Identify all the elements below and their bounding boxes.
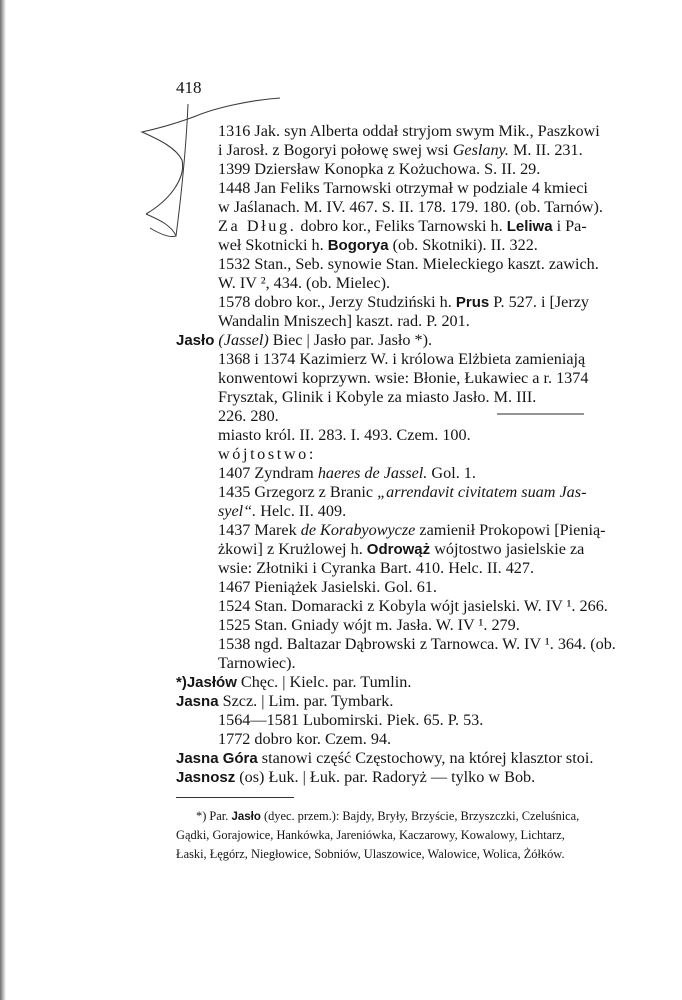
text-run: stanowi część Częstochowy, na której klasztor stoi.: [257, 749, 594, 767]
italic-term: de Korabyowycze: [300, 521, 416, 539]
text-run: Szcz. | Lim. par. Tymbark.: [218, 692, 394, 710]
italic-term: syel“.: [218, 502, 257, 520]
bold-term: Prus: [455, 294, 490, 311]
page-number: 418: [176, 78, 202, 97]
entry-line: [218, 407, 279, 425]
text-run: dobro kor., Feliks Tarnowski h.: [296, 217, 507, 235]
text-run: w Jaślanach. M. IV. 467. S. II. 178. 179. 180. (ob. Tarnów).: [218, 198, 603, 216]
pencil-stroke: [176, 104, 188, 236]
text-run: Tarnowiec).: [218, 654, 296, 672]
text-run: 1399 Dziersław Konopka z Kożuchowa. S. II. 29.: [218, 160, 541, 178]
entry-line: [218, 464, 476, 482]
italic-term: „arrendavit civitatem suam Jas-: [377, 483, 587, 501]
pencil-stroke-tail: [146, 214, 176, 237]
text-run: 1532 Stan., Seb. synowie Stan. Mieleckiego kaszt. zawich.: [218, 255, 599, 273]
entry-line: [176, 768, 535, 787]
text-run: 1316 Jak. syn Alberta oddał stryjom swym Mik., Paszkowi: [218, 122, 600, 140]
text-run: konwentowi koprzywn. wsie: Błonie, Łukawiec a r. 1374: [218, 369, 589, 387]
footnote-line: [176, 846, 565, 862]
bold-term: *)Jasłów: [176, 674, 237, 691]
entry-line: [218, 255, 599, 273]
entry-line: [218, 274, 390, 292]
text-run: M. II. 231.: [508, 141, 583, 159]
text-run: *) Par.: [196, 809, 232, 823]
text-run: 1524 Stan. Domaracki z Kobyla wójt jasielski. W. IV ¹. 266.: [218, 597, 608, 615]
entry-line: [218, 711, 483, 729]
text-run: Wandalin Mniszech] kaszt. rad. P. 201.: [218, 312, 470, 330]
entry-line: [218, 122, 600, 140]
bold-term: Bogorya: [327, 237, 389, 254]
text-run: Helc. II. 409.: [256, 502, 347, 520]
text-run: 1564—1581 Lubomirski. Piek. 65. P. 53.: [218, 711, 484, 729]
entry-line: [218, 559, 534, 577]
entry-line: [218, 635, 616, 653]
entry-line: [176, 749, 593, 768]
text-run: Frysztak, Glinik i Kobyle za miasto Jasło. M. III.: [218, 388, 537, 406]
text-run: Gądki, Gorajowice, Hankówka, Jareniówka, Kaczarowy, Kowalowy, Lichtarz,: [176, 828, 565, 842]
footnote-rule: [176, 797, 294, 798]
text-run: (dyec. przem.): Bajdy, Bryły, Brzyście, Brzyszczki, Czeluśnica,: [260, 809, 580, 823]
text-run: P. 527. i [Jerzy: [489, 293, 590, 311]
italic-term: (Jassel): [218, 331, 269, 349]
entry-line: [218, 236, 538, 255]
bold-term: Jasnosz: [176, 769, 236, 786]
entry-line: [218, 445, 316, 463]
footnote-line: [176, 827, 565, 843]
text-run: 1467 Pieniążek Jasielski. Gol. 61.: [218, 578, 437, 596]
entry-line: [218, 179, 588, 197]
text-run: (os) Łuk. | Łuk. par. Radoryż — tylko w Bob.: [235, 768, 536, 786]
entry-line: [218, 578, 437, 596]
italic-term: Geslany.: [452, 141, 509, 159]
text-run: Biec | Jasło par. Jasło *).: [268, 331, 433, 349]
text-run: wójtostwo jasielskie za: [430, 540, 585, 558]
entry-line: [218, 654, 296, 672]
italic-term: haeres de Jassel.: [317, 464, 428, 482]
bold-term: Jasna: [176, 693, 219, 710]
text-run: 226. 280.: [218, 407, 279, 425]
bold-term: Odrowąż: [366, 541, 431, 558]
text-run: 1525 Stan. Gniady wójt m. Jasła. W. IV ¹. 279.: [218, 616, 520, 634]
entry-line: [218, 312, 470, 330]
text-run: (ob. Skotniki). II. 322.: [388, 236, 538, 254]
text-run: Chęc. | Kielc. par. Tumlin.: [236, 673, 412, 691]
footnote-line: [196, 808, 579, 825]
text-run: 1437 Marek: [218, 521, 301, 539]
text-run: Łaski, Łęgórz, Niegłowice, Sobniów, Ulaszowice, Walowice, Wolica, Żółków.: [176, 847, 565, 861]
text-run: 1578 dobro kor., Jerzy Studziński h.: [218, 293, 456, 311]
entry-line: [176, 673, 411, 692]
bold-term: Leliwa: [506, 218, 553, 235]
entry-line: [218, 160, 540, 178]
text-run: 1448 Jan Feliks Tarnowski otrzymał w podziale 4 kmieci: [218, 179, 588, 197]
entry-line: [218, 521, 606, 539]
text-run: i Pa-: [552, 217, 587, 235]
entry-line: [218, 730, 391, 748]
bold-term: Jasło: [231, 811, 261, 823]
text-run: żkowi] z Krużlowej h.: [218, 540, 367, 558]
text-run: i Jarosł. z Bogoryi połowę swej wsi: [218, 141, 453, 159]
binding-shadow: [0, 0, 6, 1000]
entry-line: [218, 141, 583, 159]
bold-term: Jasło: [176, 332, 215, 349]
text-run: 1368 i 1374 Kazimierz W. i królowa Elżbieta zamieniają: [218, 350, 586, 368]
text-run: 1538 ngd. Baltazar Dąbrowski z Tarnowca. W. IV ¹. 364. (ob.: [218, 635, 616, 653]
entry-line: [218, 483, 586, 501]
spaced-term: Za Dług.: [218, 217, 297, 235]
entry-line: [218, 293, 589, 312]
entry-line: [218, 388, 536, 406]
entry-line: [218, 616, 520, 634]
entry-line: [218, 350, 585, 368]
text-run: W. IV ², 434. (ob. Mielec).: [218, 274, 391, 292]
text-run: 1435 Grzegorz z Branic: [218, 483, 378, 501]
entry-line: [218, 502, 346, 520]
entry-line: [218, 217, 587, 236]
spaced-term: wójtostwo:: [218, 445, 316, 463]
entry-line: [176, 692, 393, 711]
entry-line: [218, 540, 584, 559]
bold-term: Jasna Góra: [176, 750, 258, 767]
entry-line: [176, 331, 432, 350]
text-run: weł Skotnicki h.: [218, 236, 328, 254]
text-run: 1407 Zyndram: [218, 464, 318, 482]
text-run: wsie: Złotniki i Cyranka Bart. 410. Helc. II. 427.: [218, 559, 535, 577]
text-run: zamienił Prokopowi [Pienią-: [415, 521, 606, 539]
text-run: miasto król. II. 283. I. 493. Czem. 100.: [218, 426, 471, 444]
text-run: 1772 dobro kor. Czem. 94.: [218, 730, 392, 748]
entry-line: [218, 198, 603, 216]
text-run: Gol. 1.: [427, 464, 476, 482]
entry-line: [218, 597, 608, 615]
entry-line: [218, 369, 588, 387]
entry-line: [218, 426, 471, 444]
